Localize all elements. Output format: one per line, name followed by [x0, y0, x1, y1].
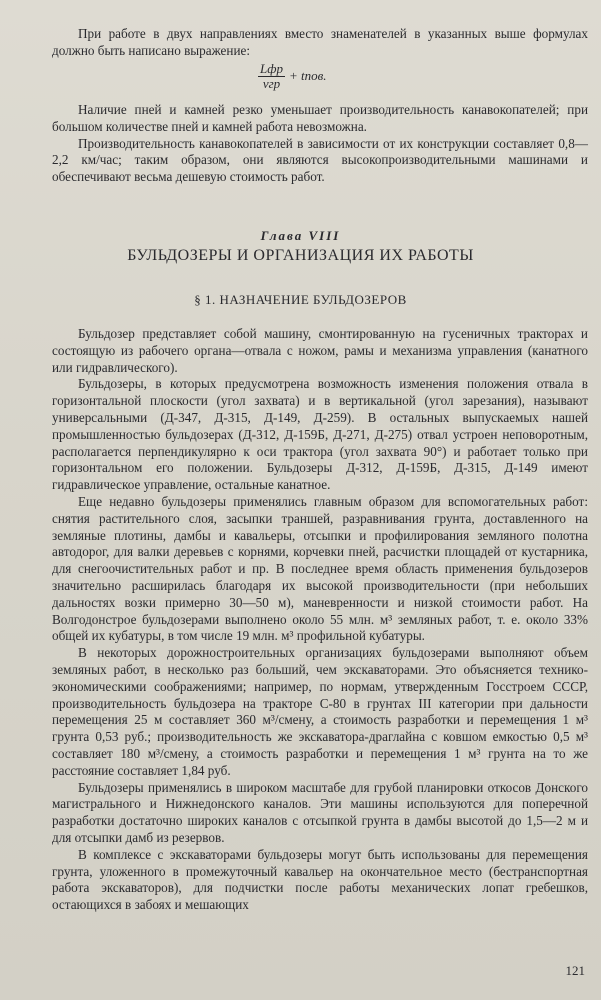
top-paragraph-3: Производительность канавокопателей в зависимости от их конструкции составляет 0,8—2,2 км/час; таким образом, они являются высокопроизводительными машинами и обеспечивают весьма дешевую стоимость работ.: [52, 135, 588, 185]
top-paragraph-2: Наличие пней и камней резко уменьшает производительность канавокопателей; при большом количестве пней и камней работа невозможна.: [52, 102, 588, 134]
top-paragraph-1: При работе в двух направлениях вместо знаменателей в указанных выше формулах должно быть написано выражение:: [52, 26, 588, 58]
section-title: § 1. НАЗНАЧЕНИЕ БУЛЬДОЗЕРОВ: [194, 292, 407, 307]
top-paragraph-1-block: [52, 26, 588, 60]
body-paragraph-5: Бульдозеры применялись в широком масштабе для грубой планировки откосов Донского магистрального и Нижнедонского каналов. Эти машины используются для поперечной разработки достаточно широких каналов с отсыпкой грунта в дамбы высотой до 1,5—2 м и для отсыпки дамб из резервов.: [52, 779, 588, 845]
formula-numerator: Lфр: [260, 61, 283, 76]
body-paragraph-2: Бульдозеры, в которых предусмотрена возможность изменения положения отвала в горизонтальной плоскости (угол захвата) и в вертикальной (угол зарезания), называют универсальными (Д-347, Д-315, Д-149, Д-259). В остальных выпускаемых нашей промышленностью бульдозерах (Д-312, Д-159Б, Д-271, Д-275) отвал устроен неповоротным, располагается перпендикулярно к оси трактора (угол захвата 90°) и работает только при горизонтальном его положении. Бульдозеры Д-312, Д-159Б, Д-315, Д-149 имеют гидравлическое управление, остальные канатное.: [52, 376, 588, 493]
formula-tail: + tпов.: [288, 68, 327, 84]
formula-denominator: vгр: [262, 76, 281, 91]
formula: [258, 62, 327, 91]
body-paragraph-3: Еще недавно бульдозеры применялись главным образом для вспомогательных работ: снятия растительного слоя, засыпки траншей, разравнивания грунта, доставленного на земляные плотины, дамбы и кавальеры, отсыпки и профилирования земляного полотна автодорог, для валки деревьев с корнями, корчевки пней, расчистки площадей от кустарника, для снегоочистительных работ и пр. В последнее время область применения бульдозеров значительно расширилась благодаря их высокой производительности (при небольших дальностях возки примерно 30—50 м), маневренности и низкой стоимости работ. На Волгодонстрое бульдозерами выполнено около 55 млн. м³ земляных работ, т. е. около 33% общей их кубатуры, в том числе 19 млн. м³ профильной кубатуры.: [52, 493, 588, 644]
body-text-block: [52, 326, 588, 914]
formula-fraction: [258, 62, 285, 91]
chapter-title: БУЛЬДОЗЕРЫ И ОРГАНИЗАЦИЯ ИХ РАБОТЫ: [127, 247, 474, 264]
body-paragraph-6: В комплексе с экскаваторами бульдозеры могут быть использованы для перемещения грунта, уложенного в промежуточный кавальер на окончательное место (бестранспортная работа экскаваторов), для подчистки после работы механических лопат гребешков, остающихся в забоях и мешающих: [52, 846, 588, 913]
body-paragraph-1: Бульдозер представляет собой машину, смонтированную на гусеничных тракторах и состоящую из рабочего органа—отвала с ножом, рамы и механизма управления (канатного или гидравлического).: [52, 326, 588, 375]
chapter-label: Глава VIII: [260, 228, 341, 243]
page-number: 121: [565, 963, 585, 978]
top-paragraphs-block: [52, 102, 588, 186]
body-paragraph-4: В некоторых дорожностроительных организациях бульдозерами выполняют объем земляных работ, в несколько раз больший, чем экскаваторами. Это объясняется технико-экономическими соображениями; например, по нормам, утвержденным Госстроем СССР, производительность бульдозера на тракторе С-80 в грунтах III категории при дальности перемещения 25 м составляет 360 м³/смену, а стоимость разработки и перемещения 1 м³ грунта 0,53 руб.; производительность же экскаватора-драглайна с ковшом емкостью 0,5 м³ составляет 180 м³/смену, а стоимость разработки и перемещения 1 м³ грунта на то же расстояние составляет 1,84 руб.: [52, 645, 588, 778]
